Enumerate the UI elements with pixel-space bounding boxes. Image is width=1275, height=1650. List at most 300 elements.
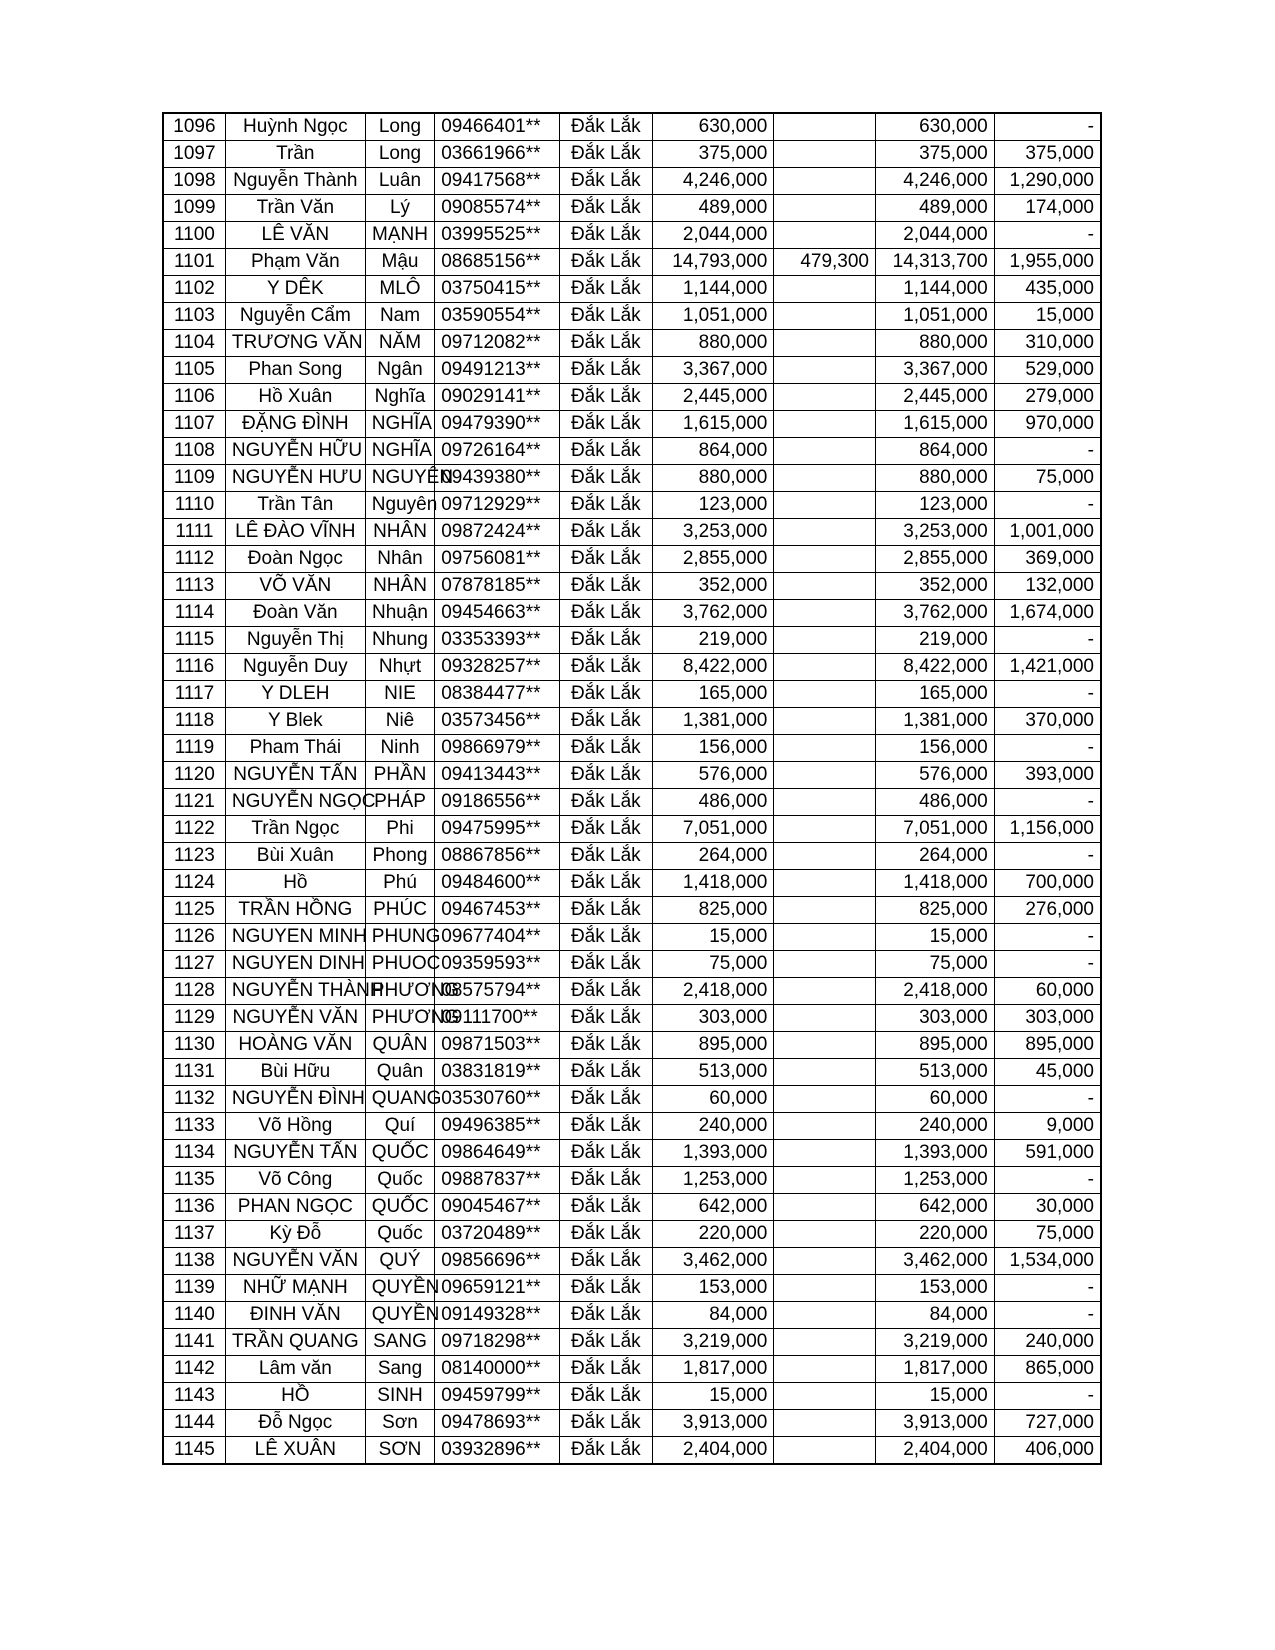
cell-province: Đắk Lắk bbox=[560, 1005, 653, 1032]
cell-amount-paid: 375,000 bbox=[994, 141, 1101, 168]
cell-amount-net: 895,000 bbox=[876, 1032, 995, 1059]
cell-amount-total: 60,000 bbox=[652, 1086, 774, 1113]
cell-province: Đắk Lắk bbox=[560, 438, 653, 465]
cell-phone: 03995525** bbox=[435, 222, 560, 249]
cell-province: Đắk Lắk bbox=[560, 735, 653, 762]
cell-phone: 09029141** bbox=[435, 384, 560, 411]
cell-amount-net: 375,000 bbox=[876, 141, 995, 168]
table-row bbox=[163, 519, 1101, 546]
table-row bbox=[163, 1194, 1101, 1221]
cell-amount-net: 1,253,000 bbox=[876, 1167, 995, 1194]
cell-amount-paid: 1,290,000 bbox=[994, 168, 1101, 195]
cell-province: Đắk Lắk bbox=[560, 1302, 653, 1329]
cell-phone: 08867856** bbox=[435, 843, 560, 870]
cell-phone: 03750415** bbox=[435, 276, 560, 303]
cell-amount-net: 1,144,000 bbox=[876, 276, 995, 303]
cell-amount-deduction bbox=[774, 1140, 876, 1167]
cell-last-name: Đoàn Văn bbox=[225, 600, 365, 627]
cell-row-id: 1125 bbox=[163, 897, 225, 924]
cell-amount-total: 1,615,000 bbox=[652, 411, 774, 438]
cell-amount-total: 1,051,000 bbox=[652, 303, 774, 330]
cell-row-id: 1117 bbox=[163, 681, 225, 708]
cell-amount-total: 7,051,000 bbox=[652, 816, 774, 843]
cell-row-id: 1121 bbox=[163, 789, 225, 816]
cell-amount-net: 75,000 bbox=[876, 951, 995, 978]
cell-amount-net: 3,367,000 bbox=[876, 357, 995, 384]
cell-last-name: NGUYỄN THÀNH bbox=[225, 978, 365, 1005]
cell-amount-net: 153,000 bbox=[876, 1275, 995, 1302]
cell-first-name: QUYỀN bbox=[365, 1302, 434, 1329]
cell-row-id: 1126 bbox=[163, 924, 225, 951]
cell-row-id: 1131 bbox=[163, 1059, 225, 1086]
cell-first-name: QUÝ bbox=[365, 1248, 434, 1275]
cell-amount-paid: - bbox=[994, 1086, 1101, 1113]
cell-row-id: 1128 bbox=[163, 978, 225, 1005]
cell-amount-net: 2,418,000 bbox=[876, 978, 995, 1005]
cell-amount-total: 3,462,000 bbox=[652, 1248, 774, 1275]
cell-last-name: Trần Văn bbox=[225, 195, 365, 222]
cell-province: Đắk Lắk bbox=[560, 1059, 653, 1086]
cell-amount-paid: 75,000 bbox=[994, 465, 1101, 492]
cell-amount-paid: - bbox=[994, 1383, 1101, 1410]
cell-amount-net: 880,000 bbox=[876, 330, 995, 357]
cell-first-name: PHÁP bbox=[365, 789, 434, 816]
table-row bbox=[163, 1437, 1101, 1465]
cell-amount-total: 2,404,000 bbox=[652, 1437, 774, 1465]
cell-amount-net: 123,000 bbox=[876, 492, 995, 519]
cell-row-id: 1120 bbox=[163, 762, 225, 789]
cell-row-id: 1134 bbox=[163, 1140, 225, 1167]
cell-amount-total: 2,044,000 bbox=[652, 222, 774, 249]
table-row bbox=[163, 1032, 1101, 1059]
cell-amount-paid: 435,000 bbox=[994, 276, 1101, 303]
cell-last-name: NGUYỄN VĂN bbox=[225, 1248, 365, 1275]
cell-phone: 03661966** bbox=[435, 141, 560, 168]
cell-first-name: NHÂN bbox=[365, 573, 434, 600]
cell-amount-total: 1,393,000 bbox=[652, 1140, 774, 1167]
cell-row-id: 1137 bbox=[163, 1221, 225, 1248]
cell-amount-net: 14,313,700 bbox=[876, 249, 995, 276]
cell-phone: 03530760** bbox=[435, 1086, 560, 1113]
cell-phone: 03590554** bbox=[435, 303, 560, 330]
cell-province: Đắk Lắk bbox=[560, 843, 653, 870]
cell-province: Đắk Lắk bbox=[560, 303, 653, 330]
cell-phone: 09454663** bbox=[435, 600, 560, 627]
cell-amount-total: 8,422,000 bbox=[652, 654, 774, 681]
cell-last-name: Võ Công bbox=[225, 1167, 365, 1194]
cell-amount-deduction bbox=[774, 573, 876, 600]
cell-province: Đắk Lắk bbox=[560, 411, 653, 438]
cell-phone: 09491213** bbox=[435, 357, 560, 384]
cell-amount-paid: 303,000 bbox=[994, 1005, 1101, 1032]
cell-phone: 08575794** bbox=[435, 978, 560, 1005]
cell-amount-deduction bbox=[774, 330, 876, 357]
cell-province: Đắk Lắk bbox=[560, 1032, 653, 1059]
cell-province: Đắk Lắk bbox=[560, 1221, 653, 1248]
cell-amount-net: 864,000 bbox=[876, 438, 995, 465]
cell-province: Đắk Lắk bbox=[560, 1437, 653, 1465]
cell-amount-net: 489,000 bbox=[876, 195, 995, 222]
cell-amount-total: 1,144,000 bbox=[652, 276, 774, 303]
cell-amount-net: 84,000 bbox=[876, 1302, 995, 1329]
cell-amount-deduction bbox=[774, 1113, 876, 1140]
cell-amount-paid: 1,001,000 bbox=[994, 519, 1101, 546]
cell-phone: 09149328** bbox=[435, 1302, 560, 1329]
cell-first-name: Nghĩa bbox=[365, 384, 434, 411]
cell-amount-net: 240,000 bbox=[876, 1113, 995, 1140]
cell-first-name: NHÂN bbox=[365, 519, 434, 546]
cell-first-name: Sơn bbox=[365, 1410, 434, 1437]
cell-phone: 09718298** bbox=[435, 1329, 560, 1356]
cell-row-id: 1140 bbox=[163, 1302, 225, 1329]
cell-amount-deduction bbox=[774, 303, 876, 330]
cell-amount-paid: 60,000 bbox=[994, 978, 1101, 1005]
cell-last-name: NGUYEN MINH bbox=[225, 924, 365, 951]
table-row bbox=[163, 492, 1101, 519]
cell-first-name: QUÂN bbox=[365, 1032, 434, 1059]
cell-row-id: 1118 bbox=[163, 708, 225, 735]
cell-province: Đắk Lắk bbox=[560, 141, 653, 168]
table-row bbox=[163, 708, 1101, 735]
table-row bbox=[163, 276, 1101, 303]
cell-last-name: LÊ VĂN bbox=[225, 222, 365, 249]
cell-first-name: PHUOC bbox=[365, 951, 434, 978]
cell-row-id: 1144 bbox=[163, 1410, 225, 1437]
cell-amount-total: 153,000 bbox=[652, 1275, 774, 1302]
cell-amount-total: 880,000 bbox=[652, 465, 774, 492]
cell-phone: 09484600** bbox=[435, 870, 560, 897]
cell-last-name: Trần bbox=[225, 141, 365, 168]
cell-amount-deduction bbox=[774, 276, 876, 303]
cell-last-name: Nguyễn Duy bbox=[225, 654, 365, 681]
cell-amount-deduction bbox=[774, 195, 876, 222]
cell-first-name: Mậu bbox=[365, 249, 434, 276]
cell-amount-total: 15,000 bbox=[652, 1383, 774, 1410]
cell-amount-total: 880,000 bbox=[652, 330, 774, 357]
table-row bbox=[163, 762, 1101, 789]
cell-amount-total: 219,000 bbox=[652, 627, 774, 654]
cell-row-id: 1132 bbox=[163, 1086, 225, 1113]
cell-province: Đắk Lắk bbox=[560, 1194, 653, 1221]
table-row bbox=[163, 249, 1101, 276]
table-row bbox=[163, 1356, 1101, 1383]
cell-amount-deduction bbox=[774, 1383, 876, 1410]
cell-last-name: ĐINH VĂN bbox=[225, 1302, 365, 1329]
cell-last-name: VÕ VĂN bbox=[225, 573, 365, 600]
cell-phone: 09417568** bbox=[435, 168, 560, 195]
cell-amount-paid: 1,955,000 bbox=[994, 249, 1101, 276]
cell-province: Đắk Lắk bbox=[560, 978, 653, 1005]
cell-amount-paid: 1,156,000 bbox=[994, 816, 1101, 843]
cell-amount-deduction bbox=[774, 897, 876, 924]
cell-amount-total: 630,000 bbox=[652, 113, 774, 141]
cell-phone: 09856696** bbox=[435, 1248, 560, 1275]
cell-amount-paid: 370,000 bbox=[994, 708, 1101, 735]
cell-last-name: Phan Song bbox=[225, 357, 365, 384]
cell-last-name: LÊ XUÂN bbox=[225, 1437, 365, 1465]
cell-province: Đắk Lắk bbox=[560, 1329, 653, 1356]
cell-phone: 09479390** bbox=[435, 411, 560, 438]
cell-amount-paid: 132,000 bbox=[994, 573, 1101, 600]
table-row bbox=[163, 951, 1101, 978]
cell-amount-deduction bbox=[774, 411, 876, 438]
cell-phone: 09186556** bbox=[435, 789, 560, 816]
cell-amount-deduction bbox=[774, 843, 876, 870]
cell-province: Đắk Lắk bbox=[560, 168, 653, 195]
cell-row-id: 1099 bbox=[163, 195, 225, 222]
cell-amount-net: 1,418,000 bbox=[876, 870, 995, 897]
cell-last-name: NHỮ MẠNH bbox=[225, 1275, 365, 1302]
cell-phone: 09466401** bbox=[435, 113, 560, 141]
cell-first-name: PHƯƠNG bbox=[365, 978, 434, 1005]
cell-first-name: QUANG bbox=[365, 1086, 434, 1113]
cell-amount-deduction bbox=[774, 735, 876, 762]
cell-amount-deduction bbox=[774, 492, 876, 519]
table-row bbox=[163, 897, 1101, 924]
cell-row-id: 1143 bbox=[163, 1383, 225, 1410]
cell-amount-paid: 393,000 bbox=[994, 762, 1101, 789]
cell-amount-deduction bbox=[774, 627, 876, 654]
cell-last-name: Huỳnh Ngọc bbox=[225, 113, 365, 141]
cell-last-name: TRẦN HỒNG bbox=[225, 897, 365, 924]
cell-last-name: Nguyễn Thị bbox=[225, 627, 365, 654]
cell-province: Đắk Lắk bbox=[560, 276, 653, 303]
cell-last-name: Lâm văn bbox=[225, 1356, 365, 1383]
cell-amount-net: 1,615,000 bbox=[876, 411, 995, 438]
cell-province: Đắk Lắk bbox=[560, 492, 653, 519]
cell-first-name: Quân bbox=[365, 1059, 434, 1086]
cell-amount-total: 1,817,000 bbox=[652, 1356, 774, 1383]
cell-amount-total: 864,000 bbox=[652, 438, 774, 465]
cell-amount-total: 489,000 bbox=[652, 195, 774, 222]
cell-amount-paid: 727,000 bbox=[994, 1410, 1101, 1437]
cell-amount-deduction bbox=[774, 141, 876, 168]
table-row bbox=[163, 546, 1101, 573]
cell-amount-paid: - bbox=[994, 951, 1101, 978]
cell-amount-paid: 970,000 bbox=[994, 411, 1101, 438]
cell-last-name: Bùi Xuân bbox=[225, 843, 365, 870]
table-row bbox=[163, 1167, 1101, 1194]
cell-last-name: NGUYỄN HƯU bbox=[225, 465, 365, 492]
cell-first-name: Long bbox=[365, 113, 434, 141]
cell-last-name: NGUYỄN HỮU bbox=[225, 438, 365, 465]
cell-phone: 09439380** bbox=[435, 465, 560, 492]
cell-amount-total: 264,000 bbox=[652, 843, 774, 870]
cell-amount-paid: - bbox=[994, 681, 1101, 708]
cell-amount-net: 3,913,000 bbox=[876, 1410, 995, 1437]
cell-first-name: Niê bbox=[365, 708, 434, 735]
cell-last-name: Nguyễn Thành bbox=[225, 168, 365, 195]
cell-first-name: Luân bbox=[365, 168, 434, 195]
table-row bbox=[163, 654, 1101, 681]
cell-row-id: 1135 bbox=[163, 1167, 225, 1194]
table-row bbox=[163, 870, 1101, 897]
cell-province: Đắk Lắk bbox=[560, 681, 653, 708]
cell-first-name: Ninh bbox=[365, 735, 434, 762]
cell-amount-net: 880,000 bbox=[876, 465, 995, 492]
cell-last-name: Y DÊK bbox=[225, 276, 365, 303]
cell-row-id: 1130 bbox=[163, 1032, 225, 1059]
cell-row-id: 1141 bbox=[163, 1329, 225, 1356]
table-row bbox=[163, 1059, 1101, 1086]
cell-province: Đắk Lắk bbox=[560, 924, 653, 951]
cell-amount-net: 2,044,000 bbox=[876, 222, 995, 249]
cell-first-name: Phi bbox=[365, 816, 434, 843]
cell-amount-paid: 279,000 bbox=[994, 384, 1101, 411]
cell-last-name: NGUYỄN TẤN bbox=[225, 1140, 365, 1167]
cell-first-name: Nhuận bbox=[365, 600, 434, 627]
cell-province: Đắk Lắk bbox=[560, 357, 653, 384]
table-row bbox=[163, 1140, 1101, 1167]
cell-phone: 09496385** bbox=[435, 1113, 560, 1140]
cell-amount-deduction bbox=[774, 816, 876, 843]
cell-last-name: Kỳ Đỗ bbox=[225, 1221, 365, 1248]
cell-last-name: Y Blek bbox=[225, 708, 365, 735]
cell-amount-paid: 310,000 bbox=[994, 330, 1101, 357]
cell-amount-net: 219,000 bbox=[876, 627, 995, 654]
cell-phone: 09478693** bbox=[435, 1410, 560, 1437]
cell-row-id: 1122 bbox=[163, 816, 225, 843]
cell-phone: 09864649** bbox=[435, 1140, 560, 1167]
cell-phone: 09359593** bbox=[435, 951, 560, 978]
table-row bbox=[163, 1248, 1101, 1275]
cell-phone: 09413443** bbox=[435, 762, 560, 789]
cell-amount-total: 1,418,000 bbox=[652, 870, 774, 897]
cell-last-name: ĐẶNG ĐÌNH bbox=[225, 411, 365, 438]
table-row bbox=[163, 681, 1101, 708]
cell-province: Đắk Lắk bbox=[560, 789, 653, 816]
cell-amount-total: 14,793,000 bbox=[652, 249, 774, 276]
cell-last-name: Nguyễn Cẩm bbox=[225, 303, 365, 330]
cell-amount-net: 264,000 bbox=[876, 843, 995, 870]
cell-amount-paid: - bbox=[994, 735, 1101, 762]
cell-last-name: Hồ bbox=[225, 870, 365, 897]
cell-row-id: 1100 bbox=[163, 222, 225, 249]
cell-amount-net: 486,000 bbox=[876, 789, 995, 816]
cell-amount-net: 2,445,000 bbox=[876, 384, 995, 411]
cell-amount-deduction bbox=[774, 951, 876, 978]
table-row bbox=[163, 843, 1101, 870]
cell-amount-total: 642,000 bbox=[652, 1194, 774, 1221]
cell-last-name: HỒ bbox=[225, 1383, 365, 1410]
data-table bbox=[162, 112, 1102, 1465]
cell-amount-deduction bbox=[774, 978, 876, 1005]
cell-row-id: 1111 bbox=[163, 519, 225, 546]
cell-last-name: Đỗ Ngọc bbox=[225, 1410, 365, 1437]
cell-province: Đắk Lắk bbox=[560, 465, 653, 492]
cell-amount-paid: 15,000 bbox=[994, 303, 1101, 330]
cell-first-name: Sang bbox=[365, 1356, 434, 1383]
cell-phone: 09887837** bbox=[435, 1167, 560, 1194]
cell-amount-deduction bbox=[774, 384, 876, 411]
cell-province: Đắk Lắk bbox=[560, 546, 653, 573]
cell-amount-deduction bbox=[774, 1221, 876, 1248]
cell-amount-paid: 1,421,000 bbox=[994, 654, 1101, 681]
cell-amount-paid: 1,674,000 bbox=[994, 600, 1101, 627]
cell-amount-deduction bbox=[774, 870, 876, 897]
cell-province: Đắk Lắk bbox=[560, 627, 653, 654]
cell-amount-deduction bbox=[774, 1005, 876, 1032]
cell-row-id: 1133 bbox=[163, 1113, 225, 1140]
cell-row-id: 1123 bbox=[163, 843, 225, 870]
table-row bbox=[163, 1221, 1101, 1248]
cell-last-name: LÊ ĐÀO VĨNH bbox=[225, 519, 365, 546]
cell-province: Đắk Lắk bbox=[560, 1167, 653, 1194]
cell-amount-paid: - bbox=[994, 222, 1101, 249]
cell-first-name: Long bbox=[365, 141, 434, 168]
cell-last-name: Đoàn Ngọc bbox=[225, 546, 365, 573]
cell-province: Đắk Lắk bbox=[560, 951, 653, 978]
cell-amount-deduction bbox=[774, 438, 876, 465]
cell-amount-net: 15,000 bbox=[876, 924, 995, 951]
cell-first-name: Phú bbox=[365, 870, 434, 897]
cell-first-name: NGHĨA bbox=[365, 411, 434, 438]
cell-last-name: Pham Thái bbox=[225, 735, 365, 762]
cell-row-id: 1138 bbox=[163, 1248, 225, 1275]
cell-last-name: NGUYỄN TẤN bbox=[225, 762, 365, 789]
cell-amount-deduction bbox=[774, 1167, 876, 1194]
cell-row-id: 1109 bbox=[163, 465, 225, 492]
cell-province: Đắk Lắk bbox=[560, 816, 653, 843]
cell-amount-paid: - bbox=[994, 1167, 1101, 1194]
cell-amount-paid: 276,000 bbox=[994, 897, 1101, 924]
cell-amount-total: 895,000 bbox=[652, 1032, 774, 1059]
cell-phone: 09467453** bbox=[435, 897, 560, 924]
cell-amount-deduction bbox=[774, 1356, 876, 1383]
cell-row-id: 1112 bbox=[163, 546, 225, 573]
cell-row-id: 1104 bbox=[163, 330, 225, 357]
table-row bbox=[163, 600, 1101, 627]
cell-province: Đắk Lắk bbox=[560, 222, 653, 249]
table-row bbox=[163, 789, 1101, 816]
cell-row-id: 1097 bbox=[163, 141, 225, 168]
cell-phone: 08140000** bbox=[435, 1356, 560, 1383]
cell-province: Đắk Lắk bbox=[560, 654, 653, 681]
cell-amount-deduction bbox=[774, 1437, 876, 1465]
cell-last-name: Y DLEH bbox=[225, 681, 365, 708]
cell-amount-total: 1,253,000 bbox=[652, 1167, 774, 1194]
cell-first-name: MLÔ bbox=[365, 276, 434, 303]
cell-last-name: PHAN NGỌC bbox=[225, 1194, 365, 1221]
cell-amount-deduction bbox=[774, 1410, 876, 1437]
cell-amount-net: 4,246,000 bbox=[876, 168, 995, 195]
cell-last-name: NGUYỄN ĐÌNH bbox=[225, 1086, 365, 1113]
cell-last-name: Phạm Văn bbox=[225, 249, 365, 276]
cell-amount-total: 3,367,000 bbox=[652, 357, 774, 384]
cell-row-id: 1145 bbox=[163, 1437, 225, 1465]
cell-first-name: PHÚC bbox=[365, 897, 434, 924]
cell-amount-paid: - bbox=[994, 924, 1101, 951]
cell-amount-total: 513,000 bbox=[652, 1059, 774, 1086]
cell-row-id: 1106 bbox=[163, 384, 225, 411]
table-row bbox=[163, 1302, 1101, 1329]
cell-amount-total: 2,855,000 bbox=[652, 546, 774, 573]
cell-amount-deduction bbox=[774, 168, 876, 195]
cell-last-name: TRẦN QUANG bbox=[225, 1329, 365, 1356]
table-row bbox=[163, 735, 1101, 762]
cell-first-name: NGHĨA bbox=[365, 438, 434, 465]
cell-amount-paid: 1,534,000 bbox=[994, 1248, 1101, 1275]
cell-amount-paid: 174,000 bbox=[994, 195, 1101, 222]
cell-amount-deduction bbox=[774, 1032, 876, 1059]
cell-province: Đắk Lắk bbox=[560, 897, 653, 924]
cell-last-name: Võ Hồng bbox=[225, 1113, 365, 1140]
cell-amount-deduction bbox=[774, 1275, 876, 1302]
cell-first-name: NGUYÊN bbox=[365, 465, 434, 492]
cell-row-id: 1119 bbox=[163, 735, 225, 762]
cell-amount-net: 3,762,000 bbox=[876, 600, 995, 627]
cell-phone: 03831819** bbox=[435, 1059, 560, 1086]
